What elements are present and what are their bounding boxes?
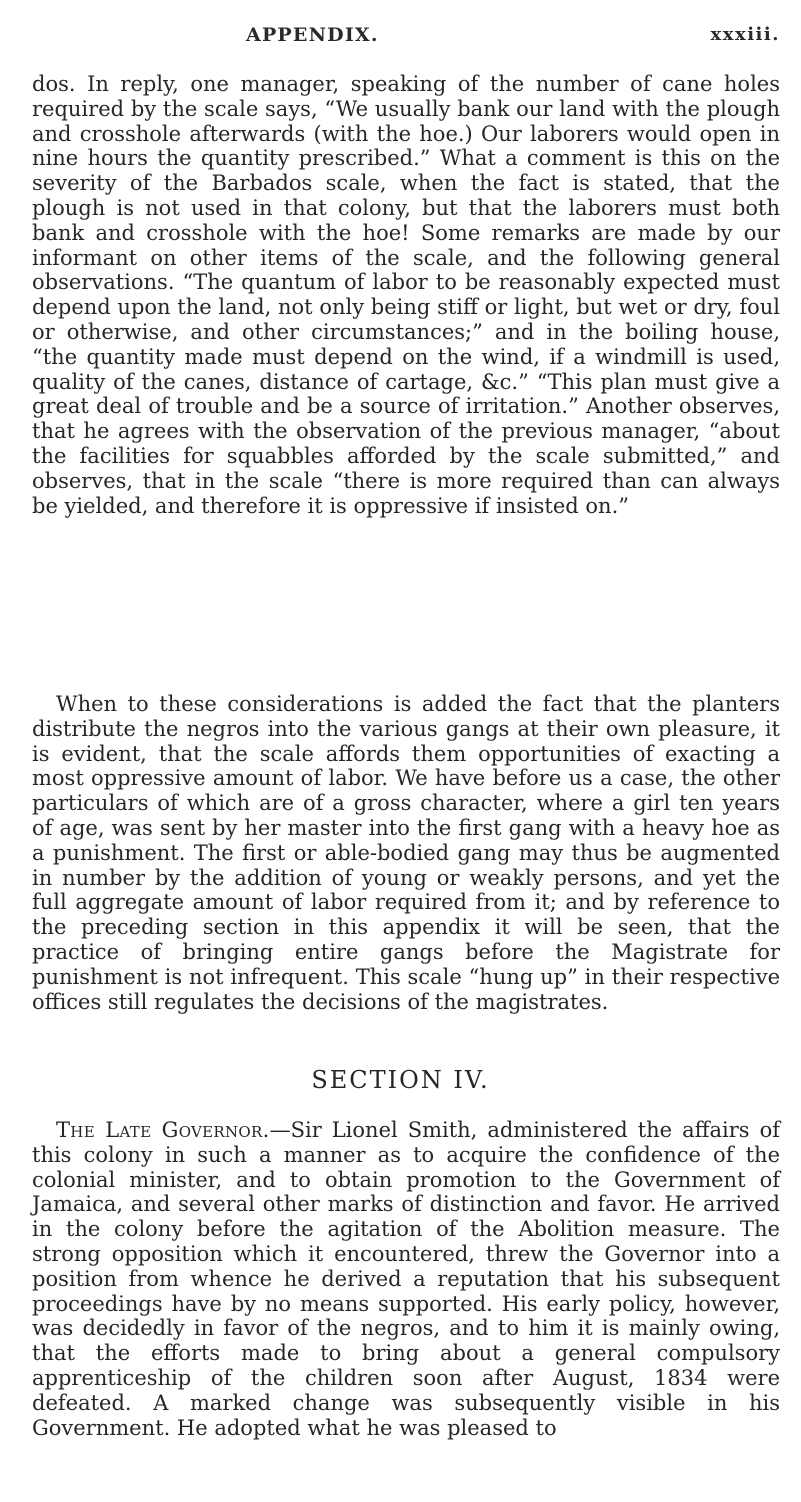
page-number: xxxiii. bbox=[710, 24, 780, 45]
section-heading: SECTION IV. bbox=[311, 1066, 490, 1094]
section-lead-in: The Late Governor. bbox=[56, 1118, 270, 1142]
section-body-text: —Sir Lionel Smith, administered the affairs of this colony in such a manner as to acquire the confidence of the colonial minister, and to obtain promotion to the Government of Jamaica, and several other marks of distinction and favor. He arrived in the colony before the agitation of the Abolition measure. The strong opposition which it encountered, threw the Governor into a position from whence he derived a reputation that his subsequent proceedings have by no means supported. His early policy, however, was decidedly in favor of the negros, and to him it is mainly owing, that the efforts made to bring about a general compulsory apprenticeship of the children soon after August, 1834 were defeated. A marked change was subsequently visible in his Government. He adopted what he was pleased to bbox=[32, 1118, 780, 1440]
paragraph-late-governor bbox=[32, 1118, 780, 1440]
paragraph-scale-remarks: dos. In reply, one manager, speaking of the number of cane holes required by the scale says, “We usually bank our land with the plough and crosshole afterwards (with the hoe.) Our laborers would open in nine hours the quantity prescribed.” What a comment is this on the severity of the Barbados scale, when the fact is stated, that the plough is not used in that colony, but that the laborers must both bank and crosshole with the hoe! Some remarks are made by our informant on other items of the scale, and the following general observations. “The quantum of labor to be reasonably expected must depend upon the land, not only being stiff or light, but wet or dry, foul or otherwise, and other circumstances;” and in the boiling house, “the quantity made must depend on the wind, if a windmill is used, quality of the canes, distance of cartage, &c.” “This plan must give a great deal of trouble and be a source of irritation.” Another observes, that he agrees with the observation of the previous manager, “about the facilities for squabbles afforded by the scale submitted,” and observes, that in the scale “there is more required than can always be yielded, and therefore it is oppressive if insisted on.” bbox=[32, 72, 780, 518]
running-title: APPENDIX. bbox=[246, 24, 379, 46]
running-head bbox=[246, 24, 780, 48]
paragraph-gang-distribution: When to these considerations is added the fact that the planters distribute the negros into the various gangs at their own pleasure, it is evident, that the scale affords them opportunities of exacting a most oppressive amount of labor. We have before us a case, the other particulars of which are of a gross character, where a girl ten years of age, was sent by her master into the first gang with a heavy hoe as a punishment. The first or able-bodied gang may thus be augmented in number by the addition of young or weakly persons, and yet the full aggregate amount of labor required from it; and by reference to the preceding section in this appendix it will be seen, that the practice of bringing entire gangs before the Magistrate for punishment is not infrequent. This scale “hung up” in their respective offices still regulates the decisions of the magistrates. bbox=[32, 692, 780, 1014]
